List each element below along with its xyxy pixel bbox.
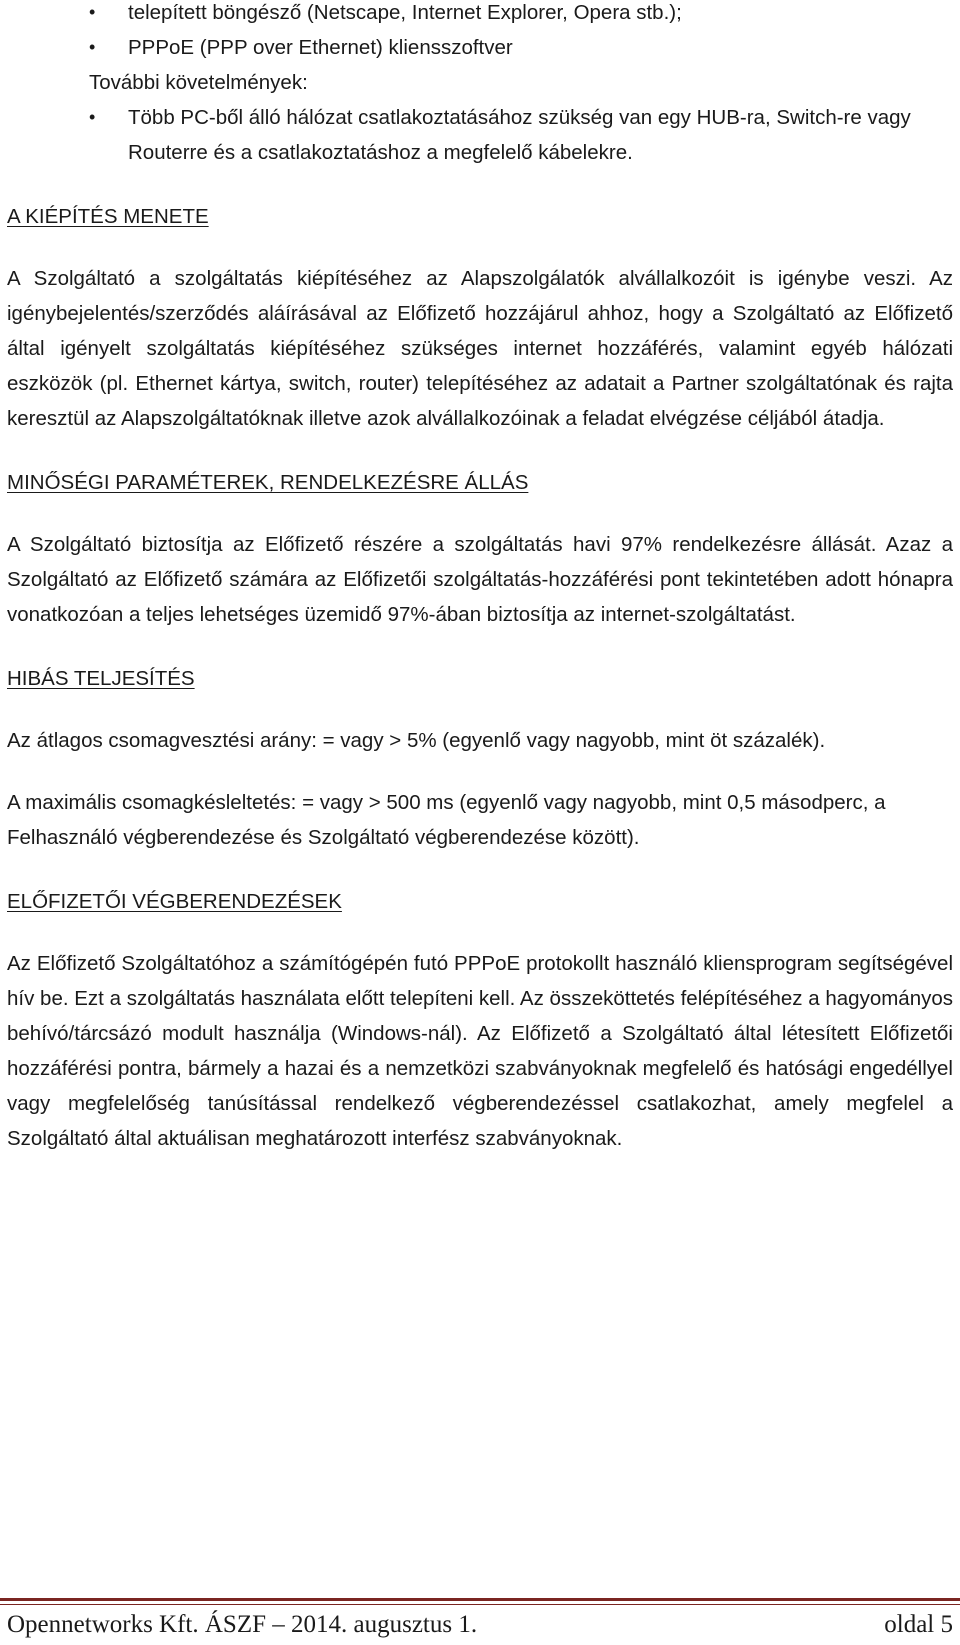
section-paragraph: A Szolgáltató biztosítja az Előfizető részére a szolgáltatás havi 97% rendelkezésre állását. Azaz a Szolgáltató az Előfizető számára az Előfizetői szolgáltatás-hozzáférési pont tekintetében adott hónapra vonatkozóan a teljes lehetséges üzemidő 97%-ában biztosítja az internet-szolgáltatást. xyxy=(7,533,953,626)
section-paragraph: A maximális csomagkésleltetés: = vagy > 500 ms (egyenlő vagy nagyobb, mint 0,5 másodperc, a Felhasználó végberendezése és Szolgáltató végberendezése között). xyxy=(7,791,886,849)
list-item-text: PPPoE (PPP over Ethernet) kliensszoftver xyxy=(128,36,513,59)
footer-page-number: oldal 5 xyxy=(884,1611,953,1638)
bullet-list-top xyxy=(7,0,953,65)
section-kiepites xyxy=(7,199,953,436)
further-requirements-label: További követelmények: xyxy=(89,71,308,94)
page-footer xyxy=(7,1608,953,1642)
footer-document-title: Opennetworks Kft. ÁSZF – 2014. augusztus 1. xyxy=(7,1611,478,1638)
list-item-text: Több PC-ből álló hálózat csatlakoztatásához szükség van egy HUB-ra, Switch-re vagy Routerre és a csatlakoztatáshoz a megfelelő kábelekre. xyxy=(128,106,911,164)
list-item xyxy=(7,100,953,170)
section-paragraph: Az Előfizető Szolgáltatóhoz a számítógépén futó PPPoE protokollt használó kliensprogram segítségével hív be. Ezt a szolgáltatás használata előtt telepíteni kell. Az összeköttetés felépítéséhez a hagyományos behívó/tárcsázó modult használja (Windows-nál). Az Előfizető a Szolgáltató által létesített Előfizetői hozzáférési pontra, bármely a hazai és a nemzetközi szabványoknak megfelelő és hatósági engedéllyel vagy megfelelőség tanúsítással rendelkező végberendezéssel csatlakozhat, amely megfelel a Szolgáltató által aktuálisan meghatározott interfész szabványoknak. xyxy=(7,952,953,1150)
section-minosegi-parameterek xyxy=(7,465,953,632)
bullet-icon: • xyxy=(89,2,96,22)
list-item-text: telepített böngésző (Netscape, Internet Explorer, Opera stb.); xyxy=(128,1,682,24)
bullet-icon: • xyxy=(89,37,96,57)
bullet-list-bottom xyxy=(7,100,953,170)
section-heading: ELŐFIZETŐI VÉGBERENDEZÉSEK xyxy=(7,890,342,913)
section-paragraph: Az átlagos csomagvesztési arány: = vagy > 5% (egyenlő vagy nagyobb, mint öt százalék). xyxy=(7,729,826,752)
bullet-icon: • xyxy=(89,107,96,127)
list-item xyxy=(7,30,953,65)
list-item xyxy=(7,0,953,30)
footer-rule-thin xyxy=(0,1604,960,1605)
footer-rule-thick xyxy=(0,1598,960,1601)
section-heading: A KIÉPÍTÉS MENETE xyxy=(7,205,209,228)
document-page xyxy=(7,0,953,1156)
section-heading: HIBÁS TELJESÍTÉS xyxy=(7,667,195,690)
section-hibas-teljesites xyxy=(7,661,953,855)
section-elofizetoi-vegberendezesek xyxy=(7,884,953,1156)
section-heading: MINŐSÉGI PARAMÉTEREK, RENDELKEZÉSRE ÁLLÁS xyxy=(7,471,529,494)
section-paragraph: A Szolgáltató a szolgáltatás kiépítéséhez az Alapszolgálatók alvállalkozóit is igénybe veszi. Az igénybejelentés/szerződés aláírásával az Előfizető hozzájárul ahhoz, hogy a Szolgáltató az Előfizető által igényelt szolgáltatás kiépítéséhez szükséges internet hozzáférés, valamint egyéb hálózati eszközök (pl. Ethernet kártya, switch, router) telepítéséhez az adatait a Partner szolgáltatónak és rajta keresztül az Alapszolgáltatóknak illetve azok alvállalkozóinak a feladat elvégzése céljából átadja. xyxy=(7,267,953,430)
